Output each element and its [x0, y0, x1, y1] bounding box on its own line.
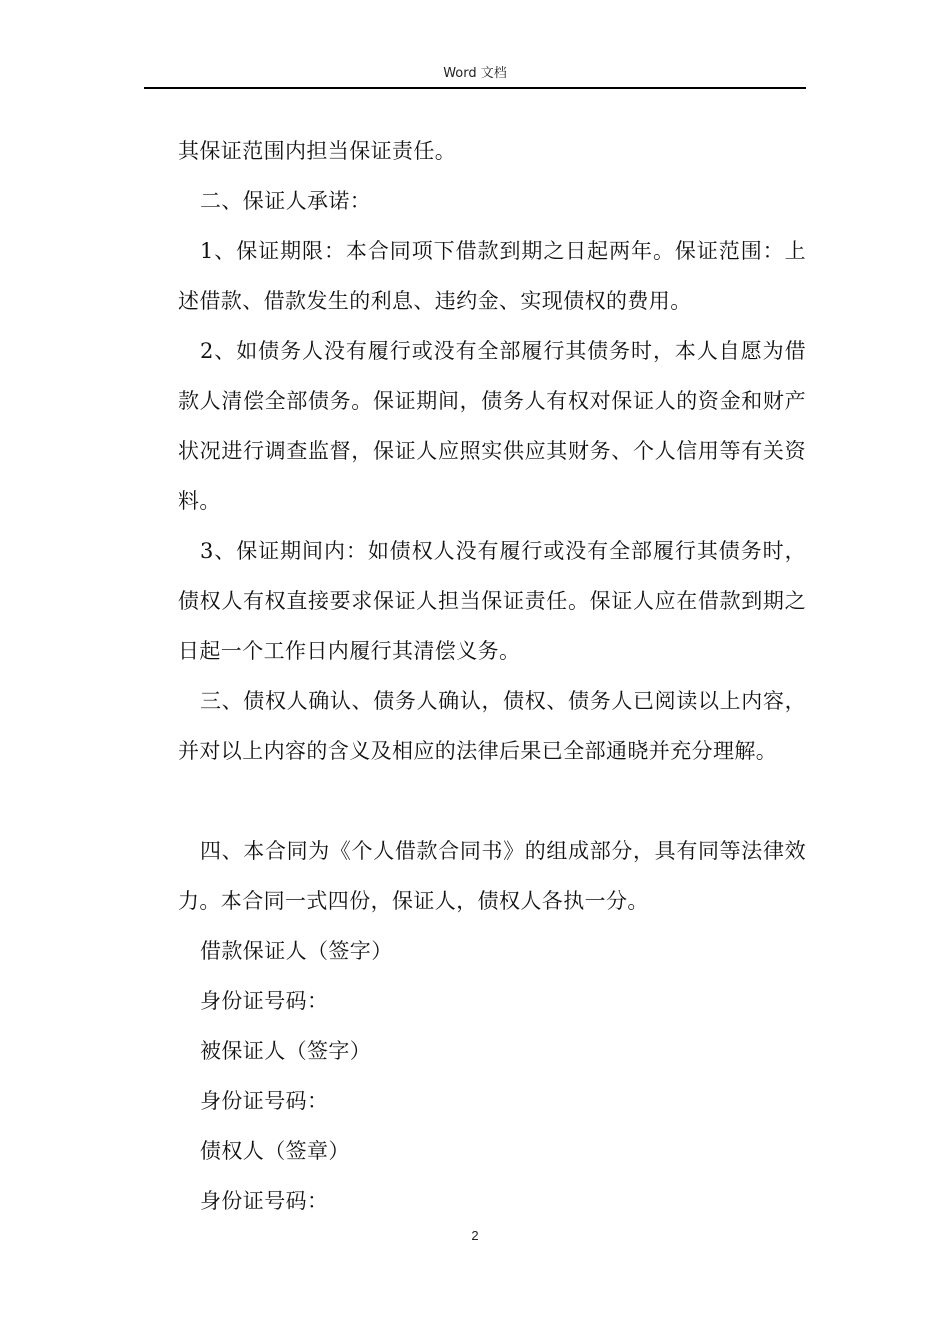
paragraph-section-three: 三、债权人确认、债务人确认，债权、债务人已阅读以上内容，并对以上内容的含义及相应的法律后果已全部通晓并充分理解。	[178, 689, 806, 763]
document-body	[178, 126, 806, 1226]
paragraph-continuation: 其保证范围内担当保证责任。	[178, 139, 457, 163]
signature-guaranteed-label: 被保证人（签字）	[200, 1039, 372, 1063]
paragraph-section-four: 四、本合同为《个人借款合同书》的组成部分，具有同等法律效力。本合同一式四份，保证人，债权人各执一分。	[178, 839, 806, 913]
header-rule	[144, 87, 806, 89]
signature-creditor-id-label: 身份证号码：	[200, 1189, 329, 1213]
signature-guarantor-label: 借款保证人（签字）	[200, 939, 393, 963]
paragraph-clause-2: 2、如债务人没有履行或没有全部履行其债务时，本人自愿为借款人清偿全部债务。保证期间，债务人有权对保证人的资金和财产状况进行调查监督，保证人应照实供应其财务、个人信用等有关资料。	[178, 339, 806, 513]
paragraph-clause-3: 3、保证期间内：如债权人没有履行或没有全部履行其债务时，债权人有权直接要求保证人担当保证责任。保证人应在借款到期之日起一个工作日内履行其清偿义务。	[178, 539, 806, 663]
page-header: Word 文档	[443, 66, 507, 81]
signature-guaranteed-id-label: 身份证号码：	[200, 1089, 329, 1113]
paragraph-section-two-heading: 二、保证人承诺：	[200, 189, 372, 213]
paragraph-clause-1: 1、保证期限：本合同项下借款到期之日起两年。保证范围：上述借款、借款发生的利息、违约金、实现债权的费用。	[178, 239, 806, 313]
signature-creditor-label: 债权人（签章）	[200, 1139, 350, 1163]
signature-guarantor-id-label: 身份证号码：	[200, 989, 329, 1013]
page-number: 2	[471, 1228, 479, 1243]
paragraph-spacer	[178, 776, 806, 826]
